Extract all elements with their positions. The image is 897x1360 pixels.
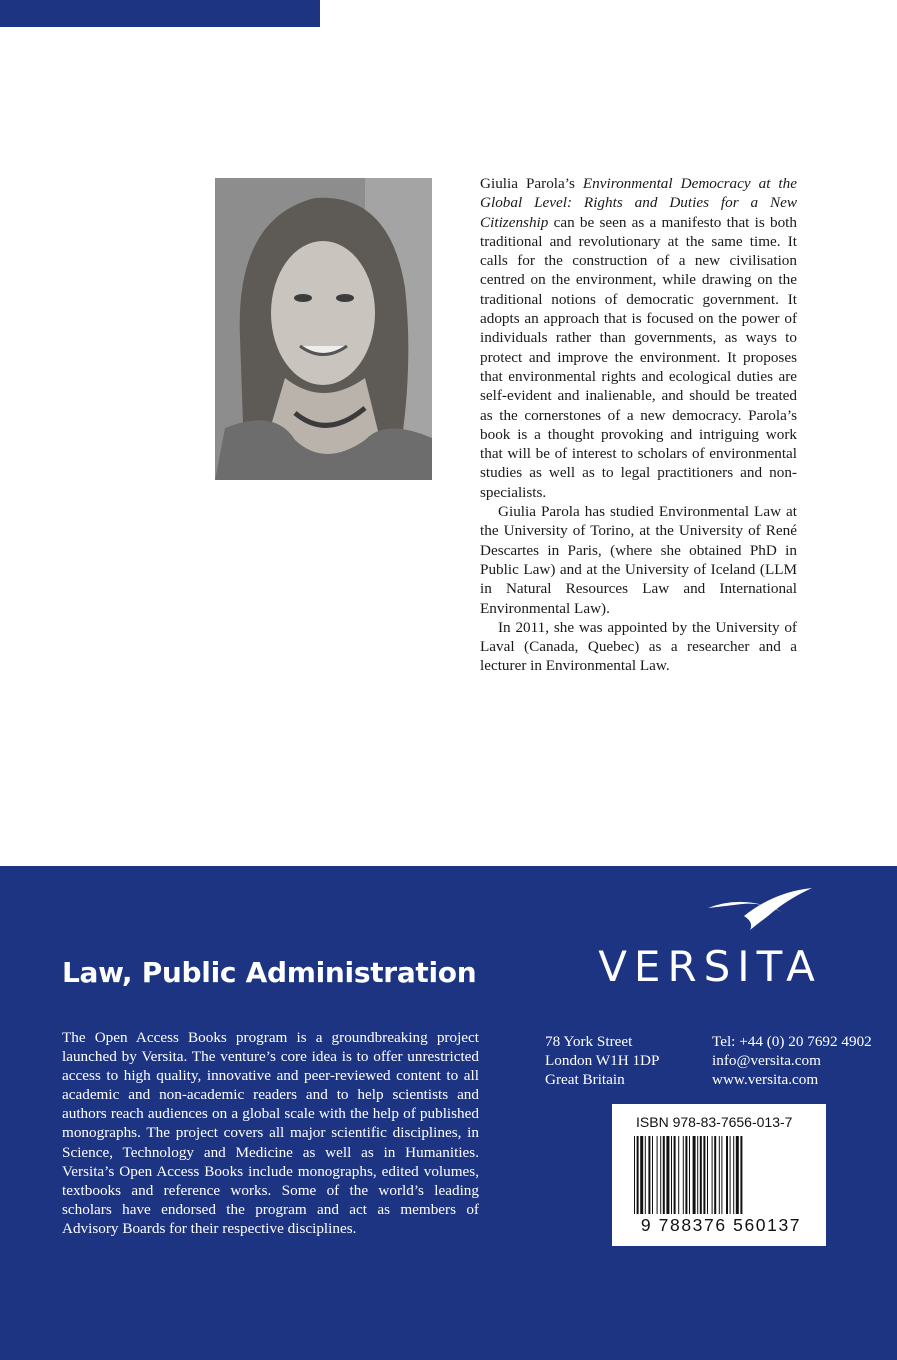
author-photo xyxy=(215,178,432,480)
barcode-bar xyxy=(700,1136,702,1226)
program-description: The Open Access Books program is a groundbreaking project launched by Versita. The venture’s core idea is to offer unrestricted access to high quality, innovative and peer-reviewed content to all academic and non-academic readers and to help scientists and authors reach audiences on a global scale with the help of published monographs. The project covers all major scientific disciplines, in Science, Technology and Medicine as well as in Humanities. Versita’s Open Access Books include monographs, edited volumes, textbooks and reference works. Some of the world’s leading scholars have endorsed the program and act as members of Advisory Boards for their respective disciplines. xyxy=(62,1029,479,1237)
description-paragraph-2: Giulia Parola has studied Environmental Law at the University of Torino, at the University of René Descartes in Paris, (where she obtained PhD in Public Law) and at the University of Iceland (LLM in Natural Resources Law and International Environmental Law). xyxy=(480,503,797,617)
barcode-bar xyxy=(703,1136,705,1226)
barcode-bar xyxy=(645,1136,646,1226)
description-paragraph-1: Giulia Parola’s Environmental Democracy at the Global Level: Rights and Duties for a New Citizenship can be seen as a manifesto that is both traditional and revolutionary at the same time. It calls for the construction of a new civilisation centred on the environment, while drawing on the traditional notions of democratic government. It adopts an approach that is focused on the power of individuals rather than governments, as ways to protect and improve the environment. It proposes that environmental rights and ecological duties are self-evident and inalienable, and should be treated as the cornerstones of a new democracy. Parola’s book is a thought provoking and intriguing work that will be of interest to scholars of environmental studies as well as to legal practitioners and non-specialists. xyxy=(480,175,797,501)
barcode-bars xyxy=(632,1136,810,1226)
barcode-bar xyxy=(707,1136,708,1226)
contact-website[interactable]: www.versita.com xyxy=(712,1071,819,1089)
description-paragraph-3: In 2011, she was appointed by the University of Laval (Canada, Quebec) as a researcher and a lecturer in Environmental Law. xyxy=(480,618,797,675)
barcode-bar xyxy=(637,1136,639,1226)
barcode-bar xyxy=(714,1136,716,1226)
isbn-label: ISBN 978-83-7656-013-7 xyxy=(636,1114,793,1130)
barcode-bar xyxy=(666,1136,669,1226)
barcode-bar xyxy=(721,1136,722,1226)
book-title: Environmental Democracy at the Global Level: Rights and Duties for a New Citizenship xyxy=(480,175,797,231)
versita-logo xyxy=(584,886,836,994)
barcode-bar xyxy=(693,1136,696,1226)
barcode-bar xyxy=(719,1136,720,1226)
barcode-box xyxy=(612,1104,826,1246)
logo-wordmark: VERSITA xyxy=(598,942,822,991)
barcode-bar xyxy=(740,1136,742,1226)
contact-phone: Tel: +44 (0) 20 7692 4902 xyxy=(712,1033,872,1050)
barcode-bar xyxy=(640,1136,643,1226)
barcode-bar xyxy=(730,1136,731,1226)
barcode-bar xyxy=(663,1136,665,1226)
address-line: Great Britain xyxy=(545,1071,625,1089)
barcode-bar xyxy=(671,1136,672,1226)
barcode-bar xyxy=(678,1136,679,1226)
barcode-bar xyxy=(726,1136,728,1226)
barcode-bar xyxy=(657,1136,658,1226)
barcode-bar xyxy=(712,1136,713,1226)
publisher-contact xyxy=(712,1032,872,1089)
barcode-digits: 9 788376 560137 xyxy=(630,1214,812,1236)
barcode-bar xyxy=(648,1136,650,1226)
barcode-bar xyxy=(689,1136,690,1226)
barcode-bar xyxy=(652,1136,653,1226)
address-line: 78 York Street xyxy=(545,1033,633,1050)
barcode-bar xyxy=(634,1136,635,1226)
barcode-bar xyxy=(697,1136,698,1226)
barcode-bar xyxy=(674,1136,676,1226)
wing-icon xyxy=(704,886,814,936)
publisher-address xyxy=(545,1032,659,1089)
barcode-bar xyxy=(733,1136,734,1226)
barcode-bar xyxy=(660,1136,661,1226)
book-description xyxy=(480,174,797,676)
barcode-bar xyxy=(683,1136,684,1226)
address-line: London W1H 1DP xyxy=(545,1052,660,1070)
top-accent-bar xyxy=(0,0,320,27)
barcode-bar xyxy=(685,1136,687,1226)
contact-email[interactable]: info@versita.com xyxy=(712,1052,821,1070)
barcode-bar xyxy=(736,1136,739,1226)
category-heading: Law, Public Administration xyxy=(62,956,477,989)
